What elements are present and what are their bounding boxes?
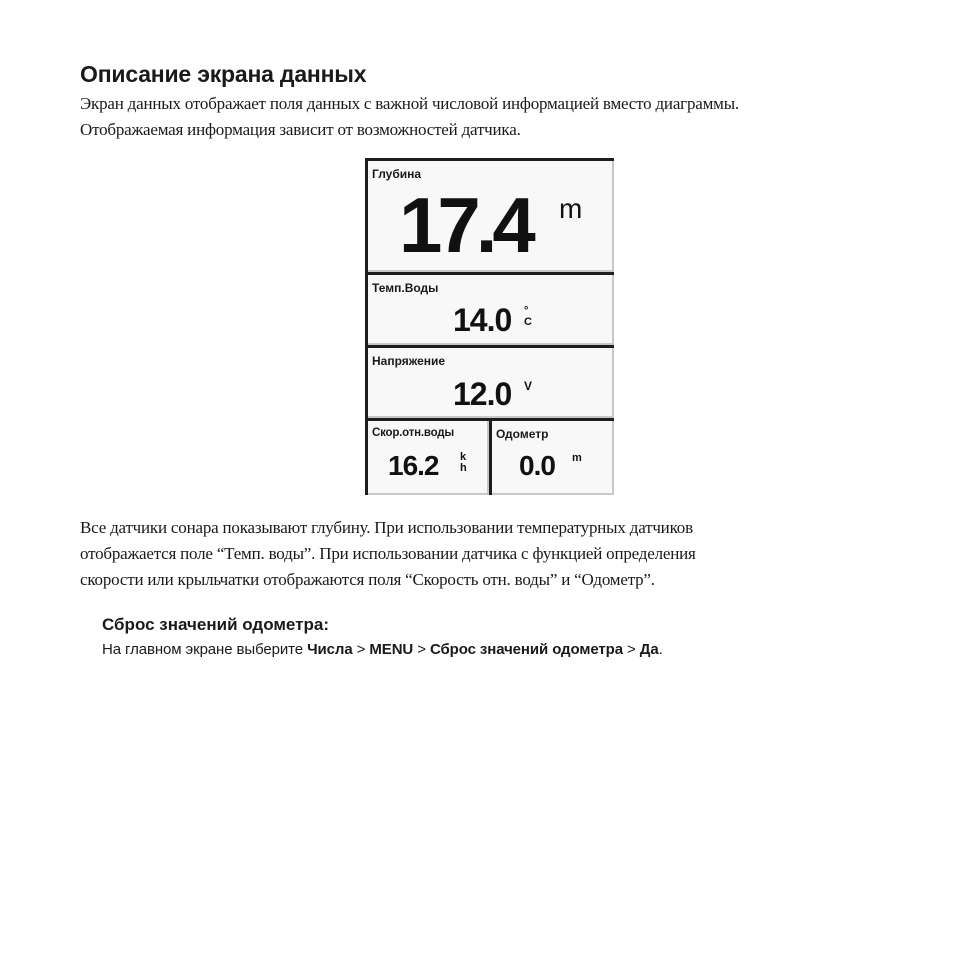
sensors-line: скорости или крыльчатки отображаются поля “Скорость отн. воды” и “Одометр”.	[80, 570, 655, 589]
menu-item-menu: MENU	[369, 641, 414, 658]
water-temp-label: Темп.Воды	[372, 281, 439, 295]
depth-value: 17.4	[399, 181, 531, 269]
voltage-field	[368, 348, 614, 418]
water-temp-unit-bottom: C	[524, 316, 532, 328]
voltage-label: Напряжение	[372, 354, 446, 368]
data-screen-figure	[365, 158, 614, 495]
water-speed-unit-top: k	[460, 451, 467, 463]
odometer-label: Одометр	[496, 427, 549, 441]
water-temp-value: 14.0	[453, 302, 512, 338]
depth-label: Глубина	[372, 167, 422, 181]
procedure-step	[102, 641, 663, 658]
odometer-unit: m	[572, 452, 582, 464]
voltage-value: 12.0	[453, 376, 512, 412]
sensors-line: Все датчики сонара показывают глубину. При использовании температурных датчиков	[80, 518, 693, 537]
odometer-field	[492, 421, 614, 495]
intro-line: Экран данных отображает поля данных с важной числовой информацией вместо диаграммы.	[80, 94, 739, 113]
water-speed-value: 16.2	[388, 450, 439, 481]
water-temp-field	[368, 275, 614, 345]
menu-item-yes: Да	[639, 641, 659, 658]
menu-item-numbers: Числа	[307, 641, 353, 658]
water-speed-field	[368, 421, 489, 495]
page-title: Описание экрана данных	[80, 61, 367, 87]
depth-field	[368, 161, 614, 272]
sensors-line: отображается поле “Темп. воды”. При использовании датчика с функцией определения	[80, 544, 696, 563]
water-temp-unit	[524, 306, 532, 328]
water-speed-unit-bottom: h	[460, 462, 467, 474]
menu-item-reset-odometer: Сброс значений одометра	[429, 641, 623, 658]
odometer-value: 0.0	[519, 450, 555, 481]
step-separator: >	[352, 641, 370, 658]
step-separator: >	[413, 641, 430, 658]
step-prefix: На главном экране выберите	[102, 641, 308, 658]
water-speed-unit	[460, 452, 467, 474]
intro-paragraph	[80, 91, 739, 143]
sensors-paragraph	[80, 515, 696, 593]
intro-line: Отображаемая информация зависит от возможностей датчика.	[80, 120, 521, 139]
step-separator: >	[622, 641, 640, 658]
step-end: .	[658, 641, 663, 658]
water-speed-label: Скор.отн.воды	[372, 427, 454, 439]
procedure-title: Сброс значений одометра:	[102, 615, 329, 634]
water-temp-unit-top: °	[524, 305, 529, 317]
voltage-unit: V	[524, 379, 533, 393]
depth-unit: m	[559, 193, 583, 224]
